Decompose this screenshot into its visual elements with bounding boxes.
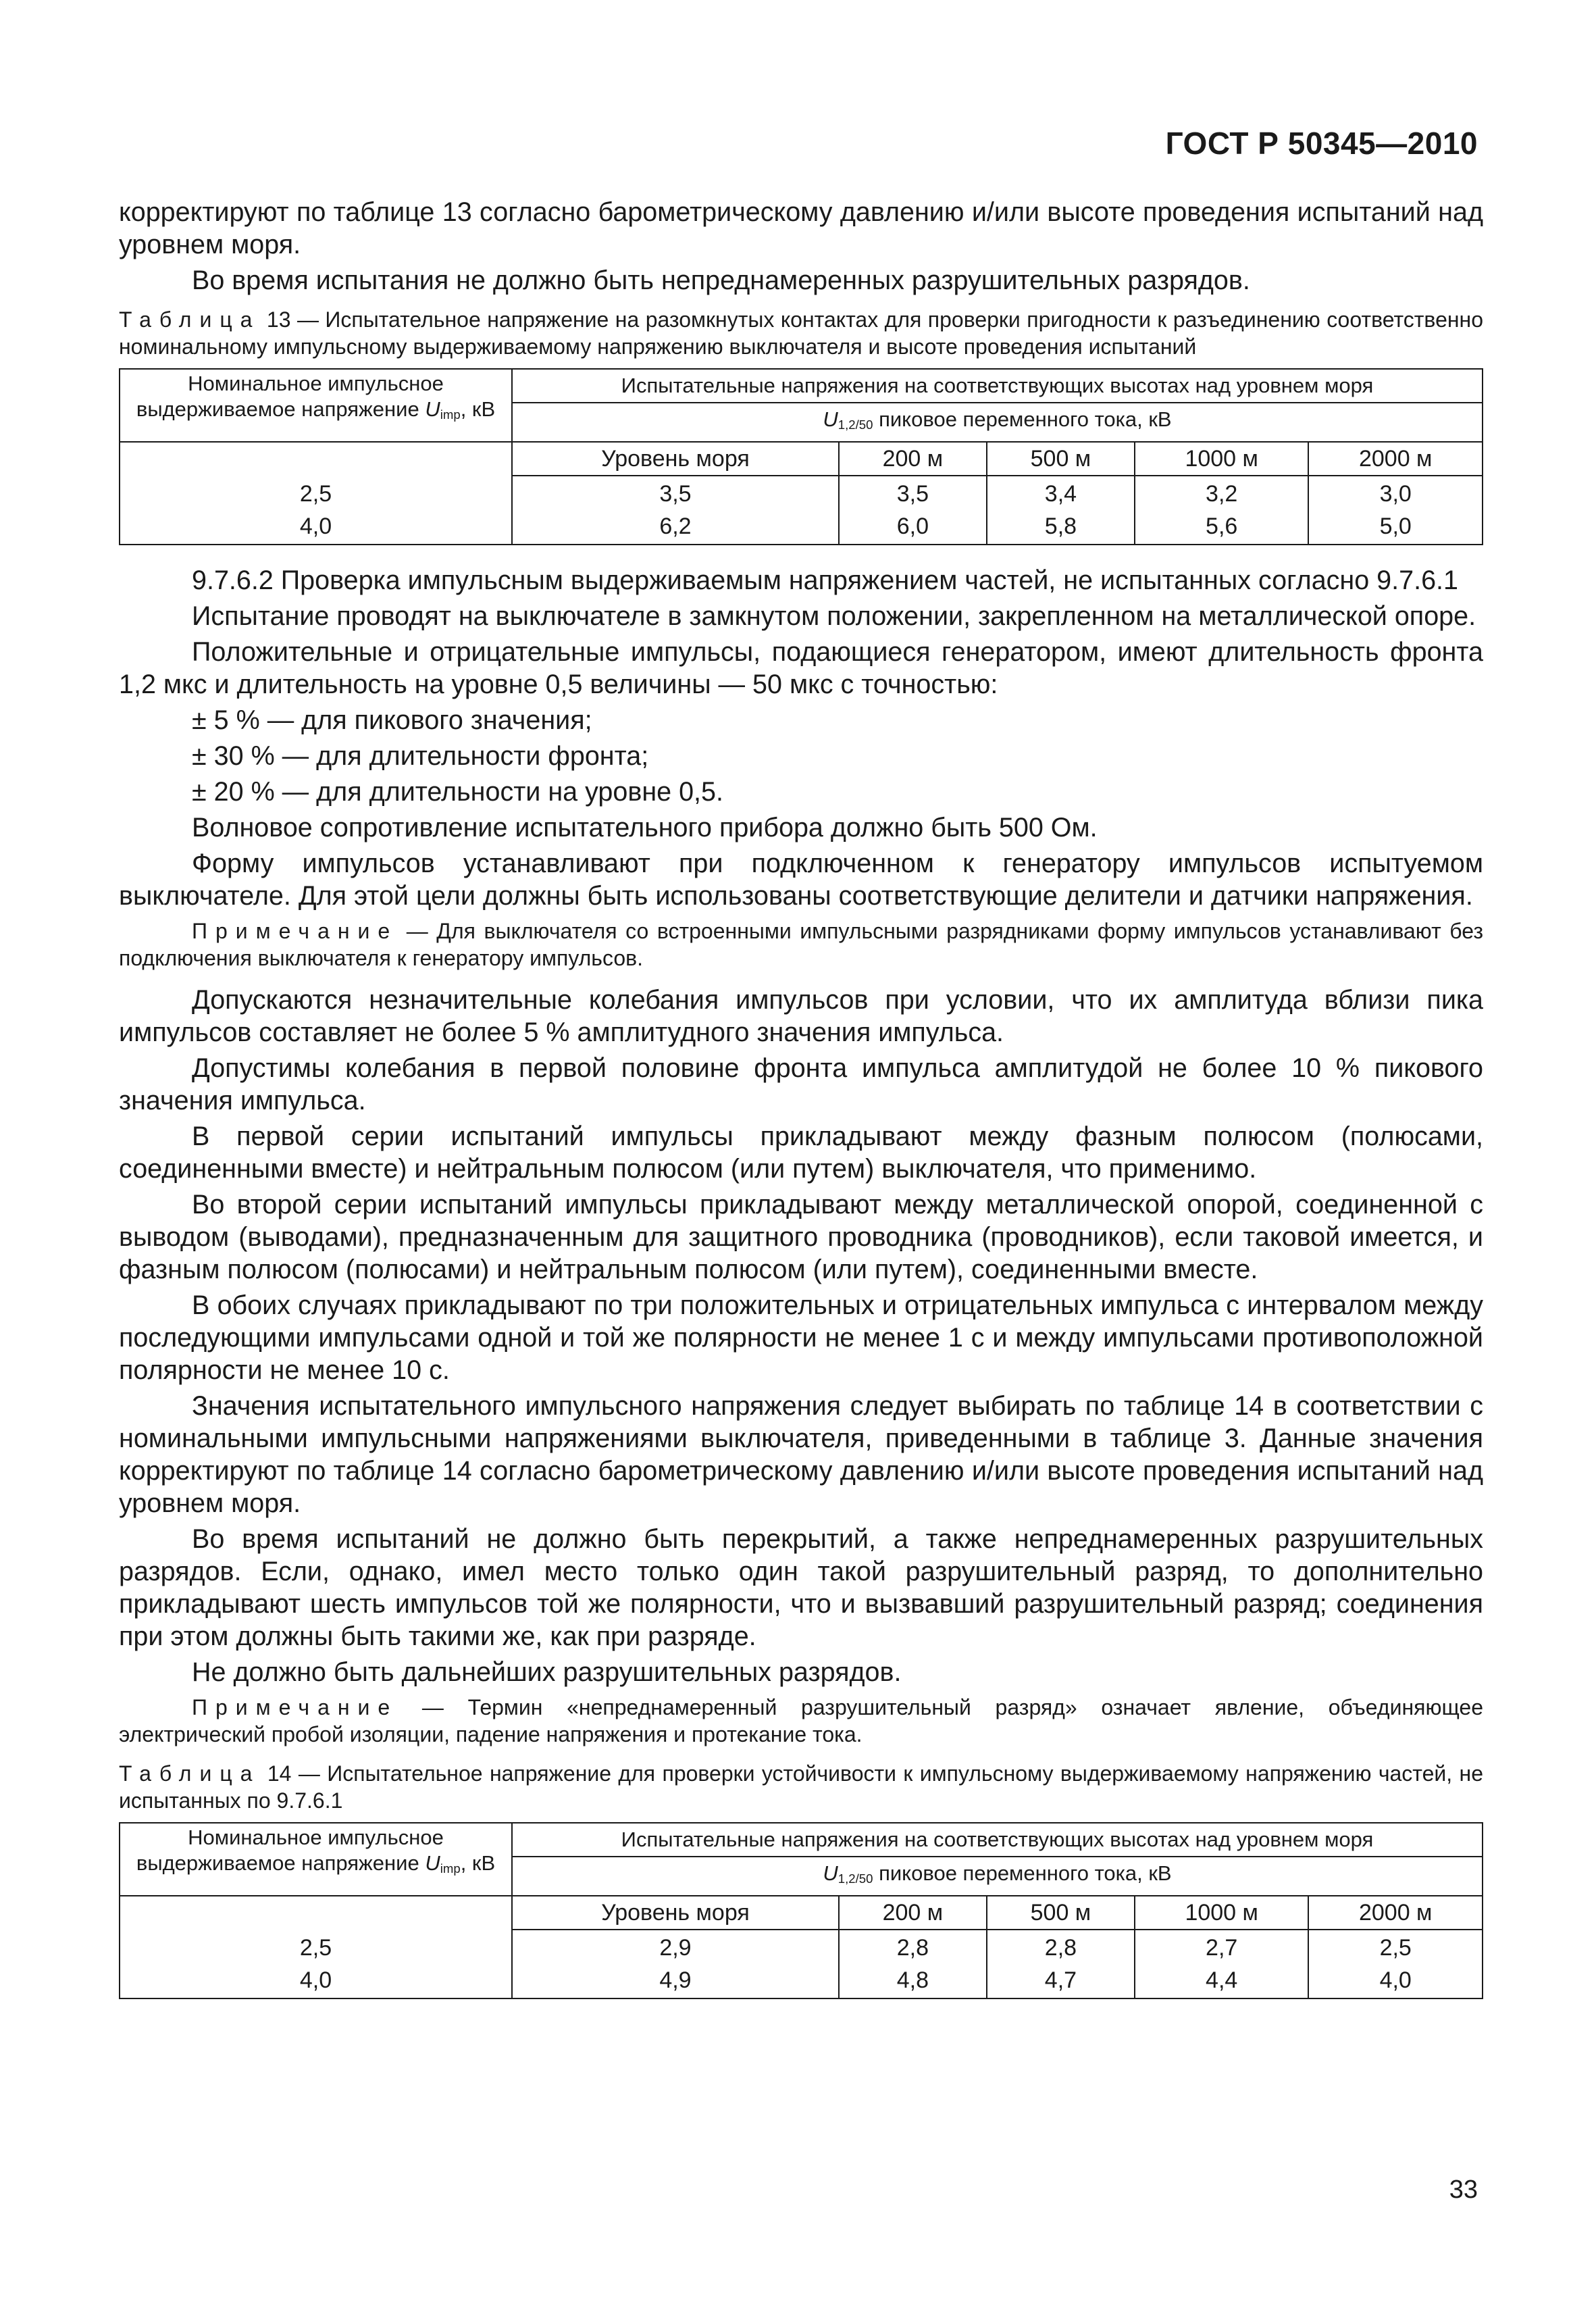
section-heading: 9.7.6.2 Проверка импульсным выдерживаемым напряжением частей, не испытанных согласно 9.7.6.1	[192, 565, 1458, 595]
page-number: 33	[1449, 2175, 1478, 2204]
table-14-sub-header: $U_{1,2/50}$ пиковое переменного тока, кВ	[512, 1857, 1483, 1896]
caption-text: 14 — Испытательное напряжение для проверки устойчивости к импульсному выдерживаемому напряжению частей, не испытанных по 9.7.6.1	[119, 1761, 1484, 1813]
table-13-group-header: Испытательные напряжения на соответствующих высотах над уровнем моря	[512, 369, 1483, 403]
table-13	[119, 368, 1483, 545]
note-1	[119, 917, 1483, 972]
table-cell: 3,2 5,6	[1135, 476, 1309, 545]
table-cell: 2,5 4,0	[1308, 1930, 1483, 1998]
table-13-caption	[119, 306, 1483, 360]
table-14	[119, 1822, 1483, 1999]
altitude-header: 2000 м	[1308, 442, 1483, 476]
table-14-caption	[119, 1760, 1483, 1814]
paragraph: Волновое сопротивление испытательного прибора должно быть 500 Ом.	[192, 813, 1098, 842]
table-14-rated-cell: 2,5 4,0	[120, 1896, 512, 1998]
table-cell: 2,9 4,9	[512, 1930, 839, 1998]
paragraph: В обоих случаях прикладывают по три положительных и отрицательных импульса с интервалом между последующими импульсами одной и той же полярности не менее 1 с и между импульсами противоположной полярности не менее 10 с.	[119, 1290, 1483, 1385]
caption-label: Таблица	[119, 307, 261, 332]
table-cell: 3,5 6,0	[839, 476, 987, 545]
table-cell: 2,8 4,7	[987, 1930, 1135, 1998]
paragraph: Значения испытательного импульсного напряжения следует выбирать по таблице 14 в соответствии с номинальными импульсными напряжениями выключателя, приведенными в таблице 3. Данные значения корректируют по таблице 14 согласно барометрическому давлению и/или высоте проведения испытаний над уровнем моря.	[119, 1391, 1483, 1518]
table-14-col1-header: Номинальное импульсное выдерживаемое напряжение $U_{imp}$, кВ	[120, 1823, 512, 1896]
table-cell: 3,0 5,0	[1308, 476, 1483, 545]
paragraph: Допустимы колебания в первой половине фронта импульса амплитудой не более 10 % пикового значения импульса.	[119, 1053, 1483, 1115]
altitude-header: 1000 м	[1135, 1896, 1309, 1930]
altitude-header: 2000 м	[1308, 1896, 1483, 1930]
table-cell: 3,4 5,8	[987, 476, 1135, 545]
paragraph: Не должно быть дальнейших разрушительных разрядов.	[192, 1657, 902, 1687]
note-label: Примечание	[192, 1695, 398, 1719]
note-2	[119, 1694, 1483, 1748]
table-cell: 2,7 4,4	[1135, 1930, 1309, 1998]
paragraph: В первой серии испытаний импульсы прикладывают между фазным полюсом (полюсами, соединенными вместе) и нейтральным полюсом (или путем) выключателя, что применимо.	[119, 1122, 1483, 1184]
note-label: Примечание	[192, 919, 398, 943]
table-cell: 3,5 6,2	[512, 476, 839, 545]
table-cell: 2,8 4,8	[839, 1930, 987, 1998]
document-id-header: ГОСТ Р 50345—2010	[1165, 126, 1478, 161]
altitude-header: 1000 м	[1135, 442, 1309, 476]
table-13-rated-cell: 2,5 4,0	[120, 442, 512, 545]
caption-text: 13 — Испытательное напряжение на разомкнутых контактах для проверки пригодности к разъединению соответственно номинальному импульсному выдерживаемому напряжению выключателя и высоте проведения испытаний	[119, 307, 1484, 359]
list-item: ± 30 % — для длительности фронта;	[192, 741, 649, 771]
note-text: — Для выключателя со встроенными импульсными разрядниками форму импульсов устанавливают без подключения выключателя к генератору импульсов.	[119, 919, 1483, 970]
table-13-col1-header: Номинальное импульсное выдерживаемое напряжение $U_{imp}$, кВ	[120, 369, 512, 442]
altitude-header: 200 м	[839, 1896, 987, 1930]
table-13-sub-header: $U_{1,2/50}$ пиковое переменного тока, кВ	[512, 403, 1483, 442]
caption-label: Таблица	[119, 1761, 261, 1786]
altitude-header: Уровень моря	[512, 1896, 839, 1930]
paragraph: Форму импульсов устанавливают при подключенном к генератору импульсов испытуемом выключателе. Для этой цели должны быть использованы соответствующие делители и датчики напряжения.	[119, 849, 1483, 911]
paragraph: Во второй серии испытаний импульсы прикладывают между металлической опорой, соединенной с выводом (выводами), предназначенным для защитного проводника (проводников), если таковой имеется, и фазным полюсом (полюсами) и нейтральным полюсом (или путем), соединенными вместе.	[119, 1190, 1483, 1284]
page-content	[119, 196, 1483, 2018]
paragraph: Положительные и отрицательные импульсы, подающиеся генератором, имеют длительность фронта 1,2 мкс и длительность на уровне 0,5 величины — 50 мкс с точностью:	[119, 637, 1483, 699]
paragraph: корректируют по таблице 13 согласно барометрическому давлению и/или высоте проведения испытаний над уровнем моря.	[119, 197, 1483, 259]
paragraph: Испытание проводят на выключателе в замкнутом положении, закрепленном на металлической опоре.	[192, 601, 1476, 631]
table-14-group-header: Испытательные напряжения на соответствующих высотах над уровнем моря	[512, 1823, 1483, 1857]
paragraph: Допускаются незначительные колебания импульсов при условии, что их амплитуда вблизи пика импульсов составляет не более 5 % амплитудного значения импульса.	[119, 985, 1483, 1047]
list-item: ± 20 % — для длительности на уровне 0,5.	[192, 777, 723, 807]
list-item: ± 5 % — для пикового значения;	[192, 705, 592, 735]
altitude-header: 500 м	[987, 442, 1135, 476]
paragraph: Во время испытаний не должно быть перекрытий, а также непреднамеренных разрушительных разрядов. Если, однако, имел место только один такой разрушительный разряд, то дополнительно прикладывают шесть импульсов той же полярности, что и вызвавший разрушительный разряд; соединения при этом должны быть такими же, как при разряде.	[119, 1524, 1483, 1651]
altitude-header: 500 м	[987, 1896, 1135, 1930]
note-text: — Термин «непреднамеренный разрушительный разряд» означает явление, объединяющее электрический пробой изоляции, падение напряжения и протекание тока.	[119, 1695, 1483, 1746]
altitude-header: 200 м	[839, 442, 987, 476]
altitude-header: Уровень моря	[512, 442, 839, 476]
paragraph: Во время испытания не должно быть непреднамеренных разрушительных разрядов.	[192, 266, 1250, 295]
